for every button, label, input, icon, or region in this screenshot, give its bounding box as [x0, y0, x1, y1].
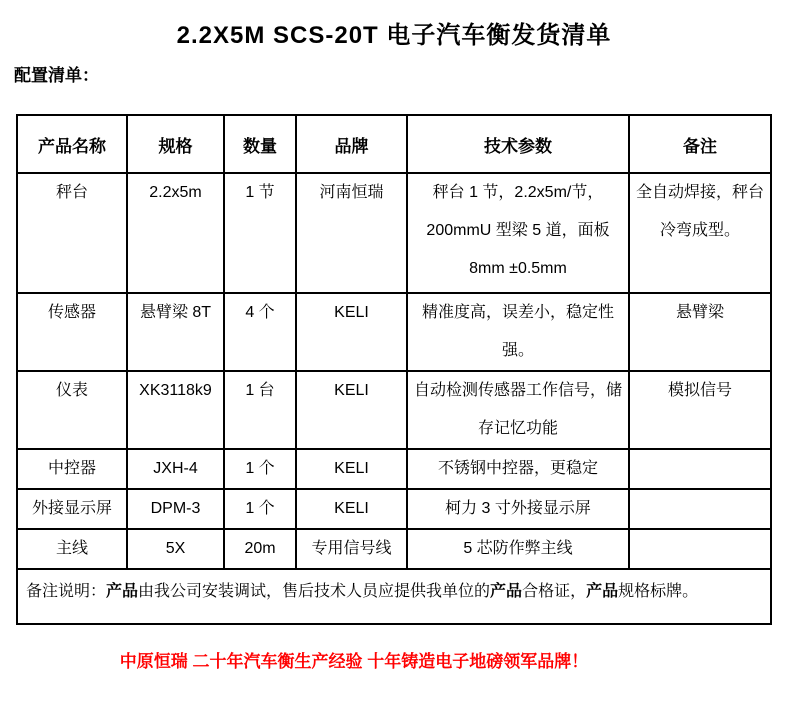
cell-spec: 5X: [127, 529, 224, 569]
config-list-label: 配置清单：: [14, 66, 99, 85]
table-row: [17, 173, 771, 293]
table-row: [17, 489, 771, 529]
cell-product-name: 外接显示屏: [17, 489, 127, 529]
cell-note: [629, 449, 771, 489]
cell-qty: 1 台: [224, 371, 296, 449]
table-row: [17, 449, 771, 489]
cell-qty: 1 个: [224, 489, 296, 529]
cell-params: 自动检测传感器工作信号，储存记忆功能: [407, 371, 629, 449]
table-row: [17, 529, 771, 569]
remark-segment: 由我公司安装调试，售后技术人员应提供我单位的: [138, 583, 491, 600]
table-row: [17, 293, 771, 371]
cell-params: 精准度高，误差小，稳定性强。: [407, 293, 629, 371]
cell-spec: DPM-3: [127, 489, 224, 529]
table-header-row: [17, 115, 771, 173]
cell-qty: 1 节: [224, 173, 296, 293]
document-page: [0, 20, 788, 709]
cell-params: 不锈钢中控器，更稳定: [407, 449, 629, 489]
cell-brand: KELI: [296, 371, 407, 449]
cell-spec: 2.2x5m: [127, 173, 224, 293]
cell-params: 5 芯防作弊主线: [407, 529, 629, 569]
header-qty: 数量: [224, 115, 296, 173]
brand-slogan-text: 中原恒瑞 二十年汽车衡生产经验 十年铸造电子地磅领军品牌！: [119, 652, 589, 671]
header-brand: 品牌: [296, 115, 407, 173]
document-title: 2.2X5M SCS-20T 电子汽车衡发货清单: [176, 22, 612, 49]
cell-note: 悬臂梁: [629, 293, 771, 371]
cell-note: 全自动焊接，秤台冷弯成型。: [629, 173, 771, 293]
remark-segment-bold: 产品: [490, 583, 523, 600]
header-spec: 规格: [127, 115, 224, 173]
header-note: 备注: [629, 115, 771, 173]
cell-qty: 20m: [224, 529, 296, 569]
brand-slogan: [0, 651, 788, 673]
cell-spec: XK3118k9: [127, 371, 224, 449]
remark-segment: 规格标牌。: [618, 583, 699, 600]
cell-product-name: 仪表: [17, 371, 127, 449]
cell-params: 秤台 1 节，2.2x5m/节，200mmU 型梁 5 道，面板 8mm ±0.5mm: [407, 173, 629, 293]
cell-note: [629, 529, 771, 569]
table-row: [17, 371, 771, 449]
cell-product-name: 传感器: [17, 293, 127, 371]
remark-segment-bold: 产品: [106, 583, 139, 600]
cell-qty: 4 个: [224, 293, 296, 371]
cell-spec: JXH-4: [127, 449, 224, 489]
cell-spec: 悬臂梁 8T: [127, 293, 224, 371]
remark-segment: 合格证，: [522, 583, 587, 600]
cell-params: 柯力 3 寸外接显示屏: [407, 489, 629, 529]
cell-brand: 专用信号线: [296, 529, 407, 569]
cell-qty: 1 个: [224, 449, 296, 489]
header-params: 技术参数: [407, 115, 629, 173]
cell-brand: KELI: [296, 489, 407, 529]
cell-brand: 河南恒瑞: [296, 173, 407, 293]
remark-segment: 备注说明：: [26, 583, 107, 600]
table-footer-row: [17, 569, 771, 624]
shipping-list-table: [16, 114, 772, 625]
remark-segment-bold: 产品: [586, 583, 619, 600]
cell-note: [629, 489, 771, 529]
cell-brand: KELI: [296, 449, 407, 489]
header-product-name: 产品名称: [17, 115, 127, 173]
cell-note: 模拟信号: [629, 371, 771, 449]
cell-brand: KELI: [296, 293, 407, 371]
cell-product-name: 秤台: [17, 173, 127, 293]
cell-product-name: 主线: [17, 529, 127, 569]
remark-note-cell: [17, 569, 771, 624]
cell-product-name: 中控器: [17, 449, 127, 489]
